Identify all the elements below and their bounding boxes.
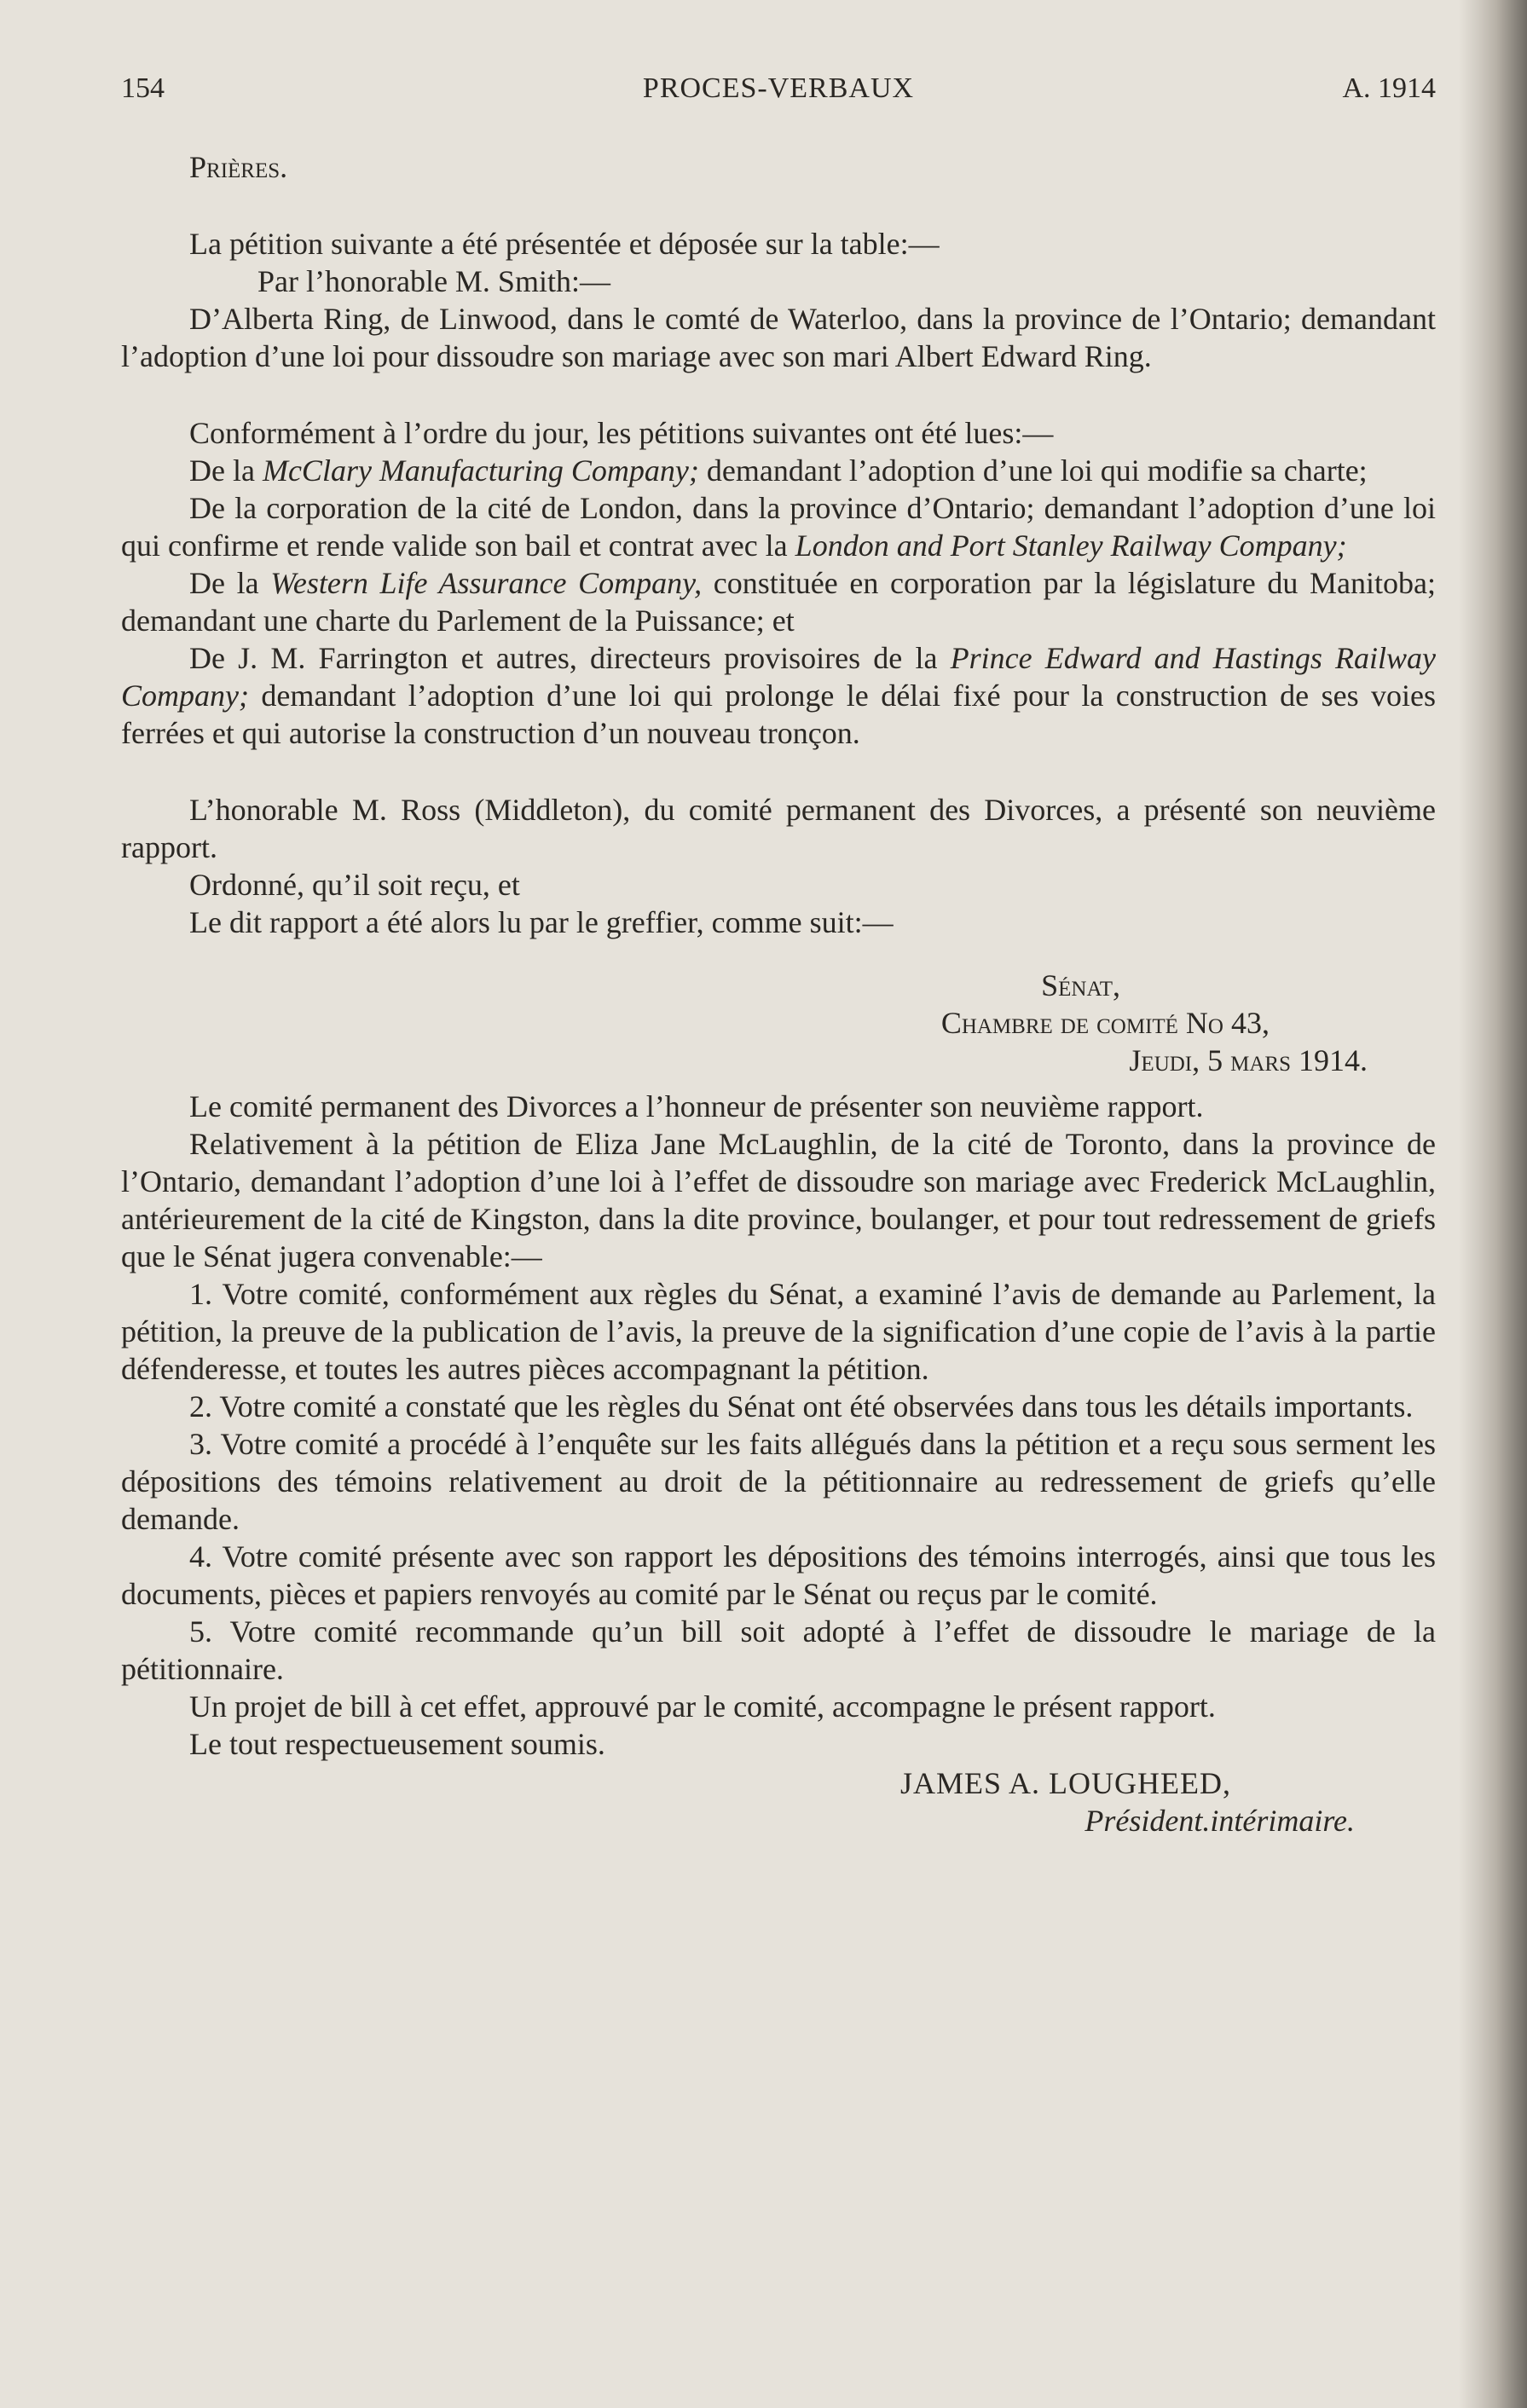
petition-item: De la McClary Manufacturing Company; demandant l’adoption d’une loi qui modifie sa charte; [189, 453, 1368, 488]
dateline-date: Jeudi, 5 mars 1914. [1129, 1043, 1368, 1077]
company-name: Prince Edward and Hastings Railway Company; [121, 641, 1437, 713]
report-paragraph: Relativement à la pétition de Eliza Jane McLaughlin, de la cité de Toronto, dans la province de l’Ontario, demandant l’adoption d’une loi à l’effet de dissoudre son mariage avec Frederick McLaughlin, antérieurement de la cité de Kingston, dans la dite province, boulanger, et pour tout redressement de griefs que le Sénat jugera convenable:— [121, 1127, 1436, 1273]
page-title: PROCES-VERBAUX [642, 72, 915, 104]
dateline-chambre: Chambre de comité No 43, [940, 1006, 1270, 1040]
report-paragraph: Le comité permanent des Divorces a l’honneur de présenter son neuvième rapport. [189, 1089, 1204, 1123]
petition-item: De J. M. Farrington et autres, directeurs provisoires de la Prince Edward and Hastings Railway Company; demandant l’adoption d’une loi qui prolonge le délai fixé pour la construction de ses voies ferrées et qui autorise la construction d’un nouveau tronçon. [121, 641, 1437, 750]
report-paragraph: Le tout respectueusement soumis. [189, 1727, 605, 1761]
paragraph: L’honorable M. Ross (Middleton), du comité permanent des Divorces, a présenté son neuvième rapport. [121, 793, 1436, 864]
company-name: McClary Manufacturing Company; [262, 453, 699, 488]
report-paragraph: 3. Votre comité a procédé à l’enquête sur les faits allégués dans la pétition et a reçu sous serment les dépositions des témoins relativement au droit de la pétitionnaire au redressement de griefs qu’elle demande. [121, 1427, 1436, 1536]
petition-item: De la corporation de la cité de London, dans la province d’Ontario; demandant l’adoption d’une loi qui confirme et rende valide son bail et contrat avec la London and Port Stanley Railway Company; [121, 491, 1436, 563]
petition-item: De la Western Life Assurance Company, constituée en corporation par la législature du Manitoba; demandant une charte du Parlement de la Puissance; et [121, 566, 1436, 638]
paragraph: Le dit rapport a été alors lu par le greffier, comme suit:— [189, 905, 894, 939]
page-year: A. 1914 [1342, 72, 1436, 104]
paragraph: D’Alberta Ring, de Linwood, dans le comté de Waterloo, dans la province de l’Ontario; demandant l’adoption d’une loi pour dissoudre son mariage avec son mari Albert Edward Ring. [121, 302, 1436, 373]
dateline-senat: Sénat, [1041, 968, 1120, 1002]
dateline [121, 967, 1436, 1079]
page-number: 154 [121, 72, 165, 104]
page-edge-shadow [1459, 0, 1527, 2408]
report-paragraph: Un projet de bill à cet effet, approuvé par le comité, accompagne le présent rapport. [189, 1689, 1216, 1724]
paragraph: Conformément à l’ordre du jour, les pétitions suivantes ont été lues:— [189, 416, 1054, 450]
document-page [121, 56, 1436, 1839]
running-header [121, 56, 1436, 104]
company-name: London and Port Stanley Railway Company; [795, 528, 1347, 563]
paragraph: Par l’honorable M. Smith:— [257, 264, 610, 298]
signature-title: Président.intérimaire. [1085, 1804, 1355, 1838]
signature-name: JAMES A. LOUGHEED, [899, 1766, 1231, 1800]
report-paragraph: 4. Votre comité présente avec son rapport les dépositions des témoins interrogés, ainsi que tous les documents, pièces et papiers renvoyés au comité par le Sénat ou reçus par le comité. [121, 1539, 1436, 1611]
report-paragraph: 2. Votre comité a constaté que les règles du Sénat ont été observées dans tous les détails importants. [189, 1389, 1414, 1423]
paragraph: La pétition suivante a été présentée et déposée sur la table:— [189, 227, 940, 261]
report-paragraph: 5. Votre comité recommande qu’un bill soit adopté à l’effet de dissoudre le mariage de la pétitionnaire. [121, 1614, 1436, 1686]
report-paragraph: 1. Votre comité, conformément aux règles du Sénat, a examiné l’avis de demande au Parlement, la pétition, la preuve de la publication de l’avis, la preuve de la signification d’une copie de l’avis à la partie défenderesse, et toutes les autres pièces accompagnant la pétition. [121, 1277, 1436, 1386]
section-heading: Prières. [189, 150, 288, 184]
paragraph: Ordonné, qu’il soit reçu, et [189, 868, 520, 902]
company-name: Western Life Assurance Company, [270, 566, 703, 600]
